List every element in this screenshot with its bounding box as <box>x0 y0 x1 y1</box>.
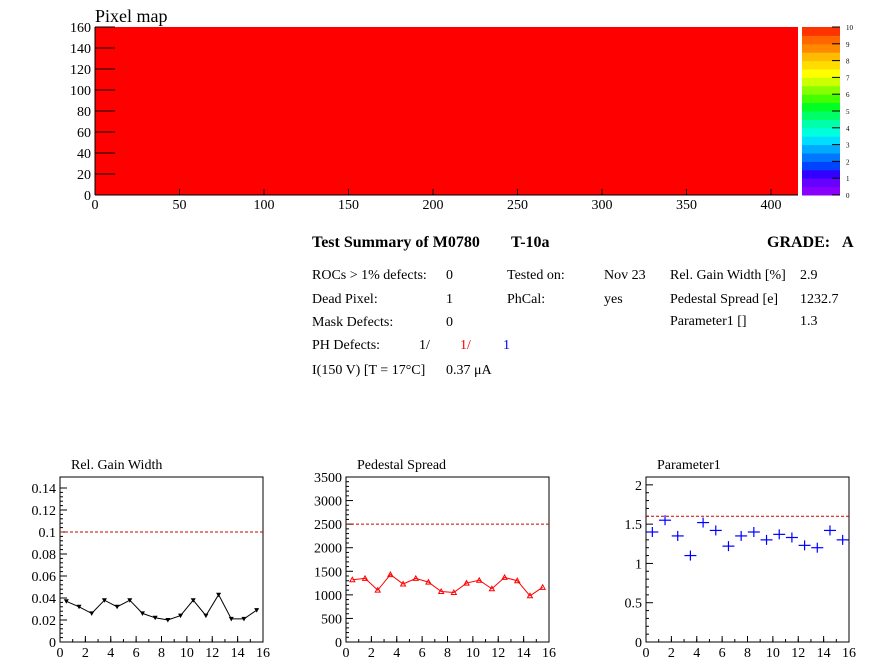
x-tick-label: 10 <box>765 646 780 661</box>
pedestal-spread-label: Pedestal Spread [e] <box>670 292 779 307</box>
y-tick-label: 0.14 <box>31 482 56 497</box>
chart-title: Parameter1 <box>657 458 721 473</box>
data-point <box>659 515 671 525</box>
x-tick-label: 14 <box>816 646 831 661</box>
pixel-map-y-tick-label: 0 <box>84 189 91 204</box>
y-tick-label: 0.04 <box>31 592 56 607</box>
pixel-map-y-tick-label: 160 <box>70 21 91 36</box>
pedestal-spread-chart <box>306 452 566 668</box>
mask-defects-value: 0 <box>446 315 453 330</box>
x-tick-label: 14 <box>516 646 531 661</box>
palette-label: 0 <box>846 192 850 200</box>
pixel-map-y-tick-label: 60 <box>77 126 91 141</box>
x-tick-label: 2 <box>81 646 89 661</box>
pixel-map-x-tick-label: 250 <box>506 198 528 213</box>
data-point <box>722 541 734 551</box>
chart-title: Rel. Gain Width <box>71 458 163 473</box>
y-tick-label: 500 <box>321 612 342 628</box>
data-point <box>684 551 696 561</box>
series-line <box>66 595 256 620</box>
x-tick-label: 0 <box>642 646 650 661</box>
x-tick-label: 16 <box>256 646 270 661</box>
pixel-map-y-tick-label: 20 <box>77 168 91 183</box>
x-tick-label: 10 <box>179 646 194 661</box>
plot-frame <box>646 477 849 642</box>
dead-pixel-label: Dead Pixel: <box>312 292 378 307</box>
y-tick-label: 0.12 <box>31 504 56 519</box>
x-tick-label: 10 <box>465 646 480 661</box>
pedestal-spread-value: 1232.7 <box>800 292 839 307</box>
palette-segment <box>802 44 840 53</box>
palette-segment <box>802 119 840 128</box>
y-tick-label: 1.5 <box>624 518 642 534</box>
y-tick-label: 0 <box>49 636 56 651</box>
data-point <box>254 608 259 613</box>
palette-segment <box>802 136 840 145</box>
data-point <box>672 531 684 541</box>
x-tick-label: 2 <box>367 646 375 661</box>
current-value: 0.37 μA <box>446 363 492 378</box>
pixel-map-x-tick-label: 400 <box>760 198 782 213</box>
x-tick-label: 6 <box>718 646 726 661</box>
dead-pixel-value: 1 <box>446 292 453 307</box>
data-point <box>786 533 798 543</box>
y-tick-label: 0.02 <box>31 614 56 629</box>
palette-label: 8 <box>846 57 850 66</box>
y-tick-label: 0.1 <box>38 526 56 541</box>
palette-label: 2 <box>846 158 850 167</box>
palette-label: 3 <box>846 141 850 150</box>
palette-segment <box>802 86 840 95</box>
palette-segment <box>802 35 840 44</box>
data-point <box>811 543 823 553</box>
summary-test-name: T-10a <box>511 234 550 251</box>
grade-label: GRADE: <box>767 234 831 251</box>
pixel-map-x-tick-label: 200 <box>422 198 444 213</box>
palette-segment <box>802 61 840 70</box>
data-point <box>799 540 811 550</box>
pixel-map-x-tick-label: 300 <box>591 198 613 213</box>
x-tick-label: 14 <box>230 646 245 661</box>
y-tick-label: 3000 <box>314 494 342 510</box>
x-tick-label: 4 <box>107 646 115 661</box>
pixel-map-x-tick-label: 150 <box>337 198 359 213</box>
phcal-label: PhCal: <box>507 292 546 307</box>
data-point <box>165 618 170 623</box>
y-tick-label: 0.5 <box>624 596 642 612</box>
tested-on-label: Tested on: <box>507 268 565 283</box>
x-tick-label: 8 <box>158 646 165 661</box>
palette-label: 6 <box>846 91 850 100</box>
pixel-map-y-tick-label: 40 <box>77 147 91 162</box>
parameter1-value: 1.3 <box>800 314 818 329</box>
tested-on-value: Nov 23 <box>604 268 646 283</box>
mask-defects-label: Mask Defects: <box>312 315 394 330</box>
palette-label: 4 <box>846 124 850 133</box>
x-tick-label: 4 <box>693 646 701 661</box>
palette-label: 1 <box>846 175 850 184</box>
palette-segment <box>802 27 840 36</box>
data-point <box>735 531 747 541</box>
pixel-map-y-tick-label: 140 <box>70 42 91 57</box>
data-point <box>646 527 658 537</box>
palette-segment <box>802 145 840 154</box>
x-tick-label: 16 <box>542 646 556 661</box>
x-tick-label: 12 <box>491 646 506 661</box>
palette-segment <box>802 77 840 86</box>
gain-width-value: 2.9 <box>800 268 818 283</box>
grade-value: A <box>842 234 854 251</box>
x-tick-label: 12 <box>205 646 220 661</box>
ph-defects-value-2: 1/ <box>460 338 471 353</box>
pixel-map-x-tick-label: 100 <box>253 198 275 213</box>
pixel-map-y-tick-label: 100 <box>70 84 91 99</box>
rocs-value: 0 <box>446 268 453 283</box>
data-point <box>748 527 760 537</box>
pixel-map-x-tick-label: 350 <box>675 198 697 213</box>
x-tick-label: 0 <box>342 646 350 661</box>
ph-defects-value-1: 1/ <box>419 338 430 353</box>
palette-segment <box>802 128 840 137</box>
palette-label: 7 <box>846 74 850 83</box>
y-tick-label: 1500 <box>314 565 342 581</box>
y-tick-label: 2500 <box>314 518 342 534</box>
x-tick-label: 8 <box>444 646 451 661</box>
current-label: I(150 V) [T = 17°C] <box>312 363 426 378</box>
y-tick-label: 2 <box>635 478 642 494</box>
x-tick-label: 6 <box>418 646 426 661</box>
parameter1-label: Parameter1 [] <box>670 314 747 329</box>
plot-frame <box>346 477 549 642</box>
palette-segment <box>802 153 840 162</box>
y-tick-label: 3500 <box>314 471 342 486</box>
pixel-map-y-tick-label: 120 <box>70 63 91 78</box>
y-tick-label: 1 <box>635 557 642 573</box>
pixel-map-x-tick-label: 50 <box>172 198 187 213</box>
x-tick-label: 4 <box>393 646 401 661</box>
data-point <box>77 605 82 610</box>
chart-title: Pedestal Spread <box>357 458 447 473</box>
data-point <box>773 529 785 539</box>
x-tick-label: 12 <box>791 646 806 661</box>
summary-title: Test Summary of M0780 <box>312 234 480 251</box>
y-tick-label: 1000 <box>314 588 342 604</box>
data-point <box>824 525 836 535</box>
y-tick-label: 0 <box>635 636 642 651</box>
palette-segment <box>802 52 840 61</box>
palette-segment <box>802 161 840 170</box>
palette-segment <box>802 178 840 187</box>
palette-segment <box>802 187 840 196</box>
palette-segment <box>802 111 840 120</box>
palette-label: 5 <box>846 108 850 116</box>
data-point <box>203 614 208 619</box>
x-tick-label: 6 <box>132 646 140 661</box>
data-point <box>710 525 722 535</box>
parameter1-chart <box>606 452 866 668</box>
x-tick-label: 16 <box>842 646 856 661</box>
y-tick-label: 0.08 <box>31 548 56 563</box>
pixel-map-title: Pixel map <box>95 6 168 26</box>
pixel-map-chart <box>0 0 896 225</box>
data-point <box>89 611 94 616</box>
pixel-map-area <box>95 27 798 195</box>
ph-defects-label: PH Defects: <box>312 338 381 353</box>
palette-label: 9 <box>846 40 850 49</box>
palette-segment <box>802 170 840 179</box>
data-point <box>216 593 221 598</box>
pixel-map-y-tick-label: 80 <box>77 105 91 120</box>
data-point <box>115 605 120 610</box>
palette-segment <box>802 69 840 78</box>
palette-label: 10 <box>846 24 853 32</box>
rel-gain-width-chart <box>20 452 280 668</box>
y-tick-label: 2000 <box>314 541 342 557</box>
data-point <box>540 585 545 590</box>
data-point <box>837 535 849 545</box>
x-tick-label: 2 <box>667 646 675 661</box>
phcal-value: yes <box>604 292 623 307</box>
gain-width-label: Rel. Gain Width [%] <box>670 268 786 283</box>
palette-segment <box>802 103 840 112</box>
ph-defects-value-3: 1 <box>503 338 510 353</box>
palette-segment <box>802 94 840 103</box>
data-point <box>761 535 773 545</box>
pixel-map-x-tick-label: 0 <box>91 198 99 213</box>
y-tick-label: 0 <box>335 636 342 651</box>
data-point <box>697 518 709 528</box>
rocs-label: ROCs > 1% defects: <box>312 268 427 283</box>
y-tick-label: 0.06 <box>31 570 56 585</box>
x-tick-label: 8 <box>744 646 751 661</box>
x-tick-label: 0 <box>56 646 64 661</box>
